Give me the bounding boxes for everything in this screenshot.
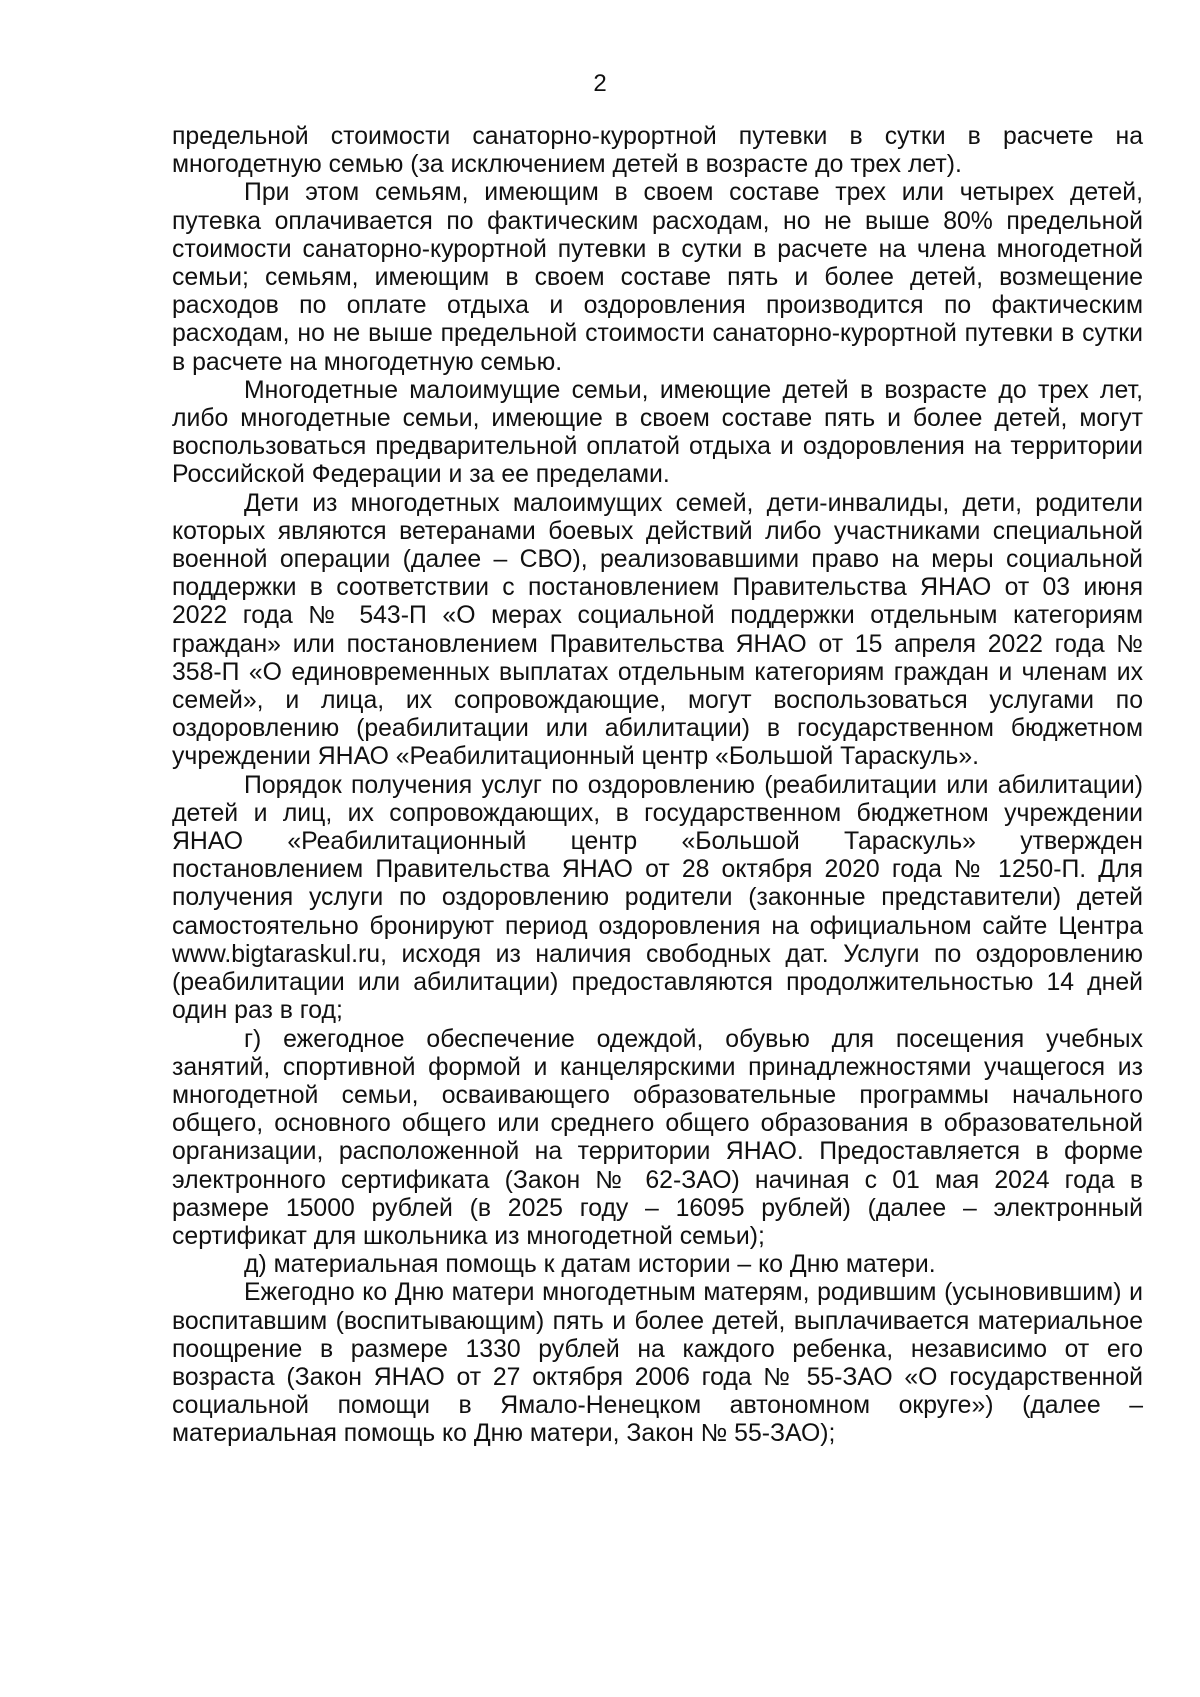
document-body [172, 123, 1143, 1449]
paragraph-rehabilitation-eligibility: Дети из многодетных малоимущих семей, дети-инвалиды, дети, родители которых являются ветеранами боевых действий либо участниками специальной военной операции (далее – СВО), реализовавшими право на меры социальной поддержки в соответствии с постановлением Правительства ЯНАО от 03 июня 2022 года № 543-П «О мерах социальной поддержки отдельным категориям граждан» или постановлением Правительства ЯНАО от 15 апреля 2022 года № 358-П «О единовременных выплатах отдельным категориям граждан и членам их семей», и лица, их сопровождающие, могут воспользоваться услугами по оздоровлению (реабилитации или абилитации) в государственном бюджетном учреждении ЯНАО «Реабилитационный центр «Большой Тараскуль». [172, 489, 1143, 771]
paragraph-mothers-day: Ежегодно ко Дню матери многодетным матерям, родившим (усыновившим) и воспитавшим (воспитывающим) пять и более детей, выплачивается материальное поощрение в размере 1330 рублей на каждого ребенка, независимо от его возраста (Закон ЯНАО от 27 октября 2006 года № 55-ЗАО «О государственной социальной помощи в Ямало-Ненецком автономном округе») (далее – материальная помощь ко Дню матери, Закон № 55-ЗАО); [172, 1279, 1143, 1448]
paragraph-large-family-payment: При этом семьям, имеющим в своем составе трех или четырех детей, путевка оплачивается по фактическим расходам, но не выше 80% предельной стоимости санаторно-курортной путевки в сутки в расчете на члена многодетной семьи; семьям, имеющим в своем составе пять и более детей, возмещение расходов по оплате отдыха и оздоровления производится по фактическим расходам, но не выше предельной стоимости санаторно-курортной путевки в сутки в расчете на многодетную семью. [172, 179, 1143, 376]
paragraph-prepayment: Многодетные малоимущие семьи, имеющие детей в возрасте до трех лет, либо многодетные семьи, имеющие в своем составе пять и более детей, могут воспользоваться предварительной оплатой отдыха и оздоровления на территории Российской Федерации и за ее пределами. [172, 376, 1143, 489]
paragraph-rehabilitation-procedure: Порядок получения услуг по оздоровлению (реабилитации или абилитации) детей и лиц, их сопровождающих, в государственном бюджетном учреждении ЯНАО «Реабилитационный центр «Большой Тараскуль» утвержден постановлением Правительства ЯНАО от 28 октября 2020 года № 1250-П. Для получения услуги по оздоровлению родители (законные представители) детей самостоятельно бронируют период оздоровления на официальном сайте Центра www.bigtaraskul.ru, исходя из наличия свободных дат. Услуги по оздоровлению (реабилитации или абилитации) предоставляются продолжительностью 14 дней один раз в год; [172, 771, 1143, 1025]
paragraph-continuation: предельной стоимости санаторно-курортной путевки в сутки в расчете на многодетную семью (за исключением детей в возрасте до трех лет). [172, 123, 1143, 179]
page-number: 2 [593, 70, 607, 97]
paragraph-item-g-clothing: г) ежегодное обеспечение одеждой, обувью для посещения учебных занятий, спортивной формой и канцелярскими принадлежностями учащегося из многодетной семьи, осваивающего образовательные программы начального общего, основного общего или среднего общего образования в образовательной организации, расположенной на территории ЯНАО. Предоставляется в форме электронного сертификата (Закон № 62-ЗАО) начиная с 01 мая 2024 года в размере 15000 рублей (в 2025 году – 16095 рублей) (далее – электронный сертификат для школьника из многодетной семьи); [172, 1025, 1143, 1250]
paragraph-item-d-material-aid: д) материальная помощь к датам истории – ко Дню матери. [244, 1251, 936, 1279]
